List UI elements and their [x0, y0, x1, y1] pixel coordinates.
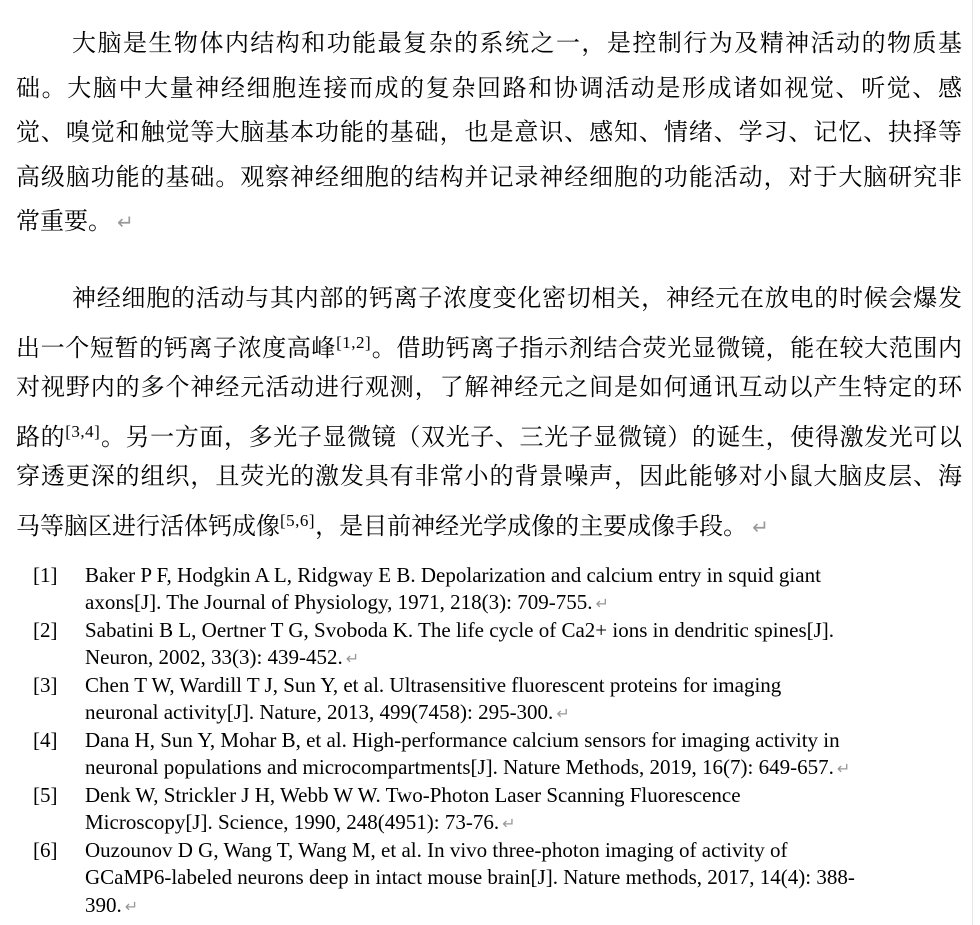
reference-line: [85, 809, 962, 837]
text-run: GCaMP6-labeled neurons deep in intact mouse brain[J]. Nature methods, 2017, 14(4): 388-: [85, 865, 855, 889]
text-run: Baker P F, Hodgkin A L, Ridgway E B. Depolarization and calcium entry in squid giant: [85, 562, 821, 587]
text-run: Ouzounov D G, Wang T, Wang M, et al. In vivo three-photon imaging of activity of: [85, 837, 788, 862]
citation-superscript: [1,2]: [336, 333, 372, 352]
text-run: Neuron, 2002, 33(3): 439-452.: [85, 645, 343, 669]
paragraph-mark-icon: ↵: [124, 896, 139, 916]
reference-line: [85, 562, 962, 590]
text-run: 神经细胞的活动与其内部的钙离子浓度变化密切相关，神经元在放电的时候会爆发: [72, 285, 962, 312]
reference-number: [4]: [33, 727, 58, 752]
text-run: 路的: [16, 425, 66, 451]
text-line: [16, 111, 962, 156]
paragraph-mark-icon: ↵: [345, 649, 360, 668]
text-run: 础。大脑中大量神经细胞连接而成的复杂回路和协调活动是形成诸如视觉、听觉、感: [16, 75, 962, 102]
text-line: [16, 22, 962, 67]
reference-line: [85, 837, 962, 865]
reference-line: [85, 589, 962, 617]
text-run: 对视野内的多个神经元活动进行观测，了解神经元之间是如何通讯互动以产生特定的环: [16, 374, 962, 401]
text-run: ，是目前神经光学成像的主要成像手段。: [315, 514, 748, 540]
text-run: 高级脑功能的基础。观察神经细胞的结构并记录神经细胞的功能活动，对于大脑研究非: [16, 164, 962, 191]
text-run: Dana H, Sun Y, Mohar B, et al. High-performance calcium sensors for imaging activity in: [85, 727, 840, 752]
reference-item-4: [16, 727, 962, 782]
reference-item-5: [16, 782, 962, 837]
text-line: [16, 277, 962, 322]
reference-item-3: [16, 672, 962, 727]
reference-number: [2]: [33, 617, 58, 642]
text-line: [16, 366, 962, 411]
body-paragraphs: [16, 22, 962, 544]
text-run: 穿透更深的组织，且荧光的激发具有非常小的背景噪声，因此能够对小鼠大脑皮层、海: [16, 463, 962, 490]
reference-number: [6]: [33, 837, 58, 862]
text-line: [16, 321, 962, 366]
reference-line: [85, 644, 962, 672]
text-run: Microscopy[J]. Science, 1990, 248(4951): 73-76.: [85, 810, 500, 834]
reference-line: [85, 782, 962, 810]
text-line: [16, 410, 962, 455]
reference-line: [85, 617, 962, 645]
text-run: 。借助钙离子指示剂结合荧光显微镜，能在较大范围内: [371, 336, 962, 362]
reference-item-1: [16, 562, 962, 617]
text-run: Sabatini B L, Oertner T G, Svoboda K. The life cycle of Ca2+ ions in dendritic spines[J].: [85, 617, 835, 642]
text-run: 常重要。: [16, 209, 112, 235]
reference-number: [1]: [33, 562, 58, 587]
paragraph-calcium-imaging: [16, 277, 962, 544]
text-run: 390.: [85, 892, 122, 917]
text-run: Denk W, Strickler J H, Webb W W. Two-Photon Laser Scanning Fluorescence: [85, 782, 741, 807]
paragraph-mark-icon: ↵: [556, 704, 570, 723]
citation-superscript: [5,6]: [280, 511, 316, 530]
reference-list: [16, 562, 962, 920]
reference-number: [5]: [33, 782, 58, 807]
paragraph-mark-icon: ↵: [117, 210, 134, 234]
text-line: [16, 455, 962, 500]
text-run: 出一个短暂的钙离子浓度高峰: [16, 336, 337, 362]
text-line: [16, 67, 962, 112]
page-edge-line: [972, 0, 973, 925]
paragraph-mark-icon: ↵: [502, 814, 516, 833]
text-line: [16, 499, 962, 544]
text-run: neuronal populations and microcompartments[J]. Nature Methods, 2019, 16(7): 649-657.: [85, 755, 834, 779]
text-run: 。另一方面，多光子显微镜（双光子、三光子显微镜）的诞生，使得激发光可以: [100, 425, 962, 451]
reference-number: [3]: [33, 672, 58, 697]
reference-line: [85, 754, 962, 782]
reference-line: [85, 727, 962, 755]
paragraph-mark-icon: ↵: [836, 759, 851, 778]
text-line: [16, 156, 962, 201]
text-run: 马等脑区进行活体钙成像: [16, 514, 280, 540]
text-run: axons[J]. The Journal of Physiology, 1971, 218(3): 709-755.: [85, 590, 593, 614]
text-run: 大脑是生物体内结构和功能最复杂的系统之一，是控制行为及精神活动的物质基: [72, 31, 962, 57]
text-run: neuronal activity[J]. Nature, 2013, 499(7458): 295-300.: [85, 700, 554, 724]
text-run: Chen T W, Wardill T J, Sun Y, et al. Ultrasensitive fluorescent proteins for imaging: [85, 672, 782, 697]
reference-line: [85, 864, 962, 892]
reference-line: [85, 699, 962, 727]
text-line: [16, 200, 962, 245]
citation-superscript: [3,4]: [65, 422, 101, 441]
paragraph-mark-icon: ↵: [752, 515, 769, 539]
reference-line: [85, 892, 962, 920]
reference-item-6: [16, 837, 962, 920]
reference-item-2: [16, 617, 962, 672]
text-run: 觉、嗅觉和触觉等大脑基本功能的基础，也是意识、感知、情绪、学习、记忆、抉择等: [16, 120, 962, 146]
paragraph-mark-icon: ↵: [595, 594, 609, 613]
paragraph-brain-intro: [16, 22, 962, 245]
reference-line: [85, 672, 962, 700]
